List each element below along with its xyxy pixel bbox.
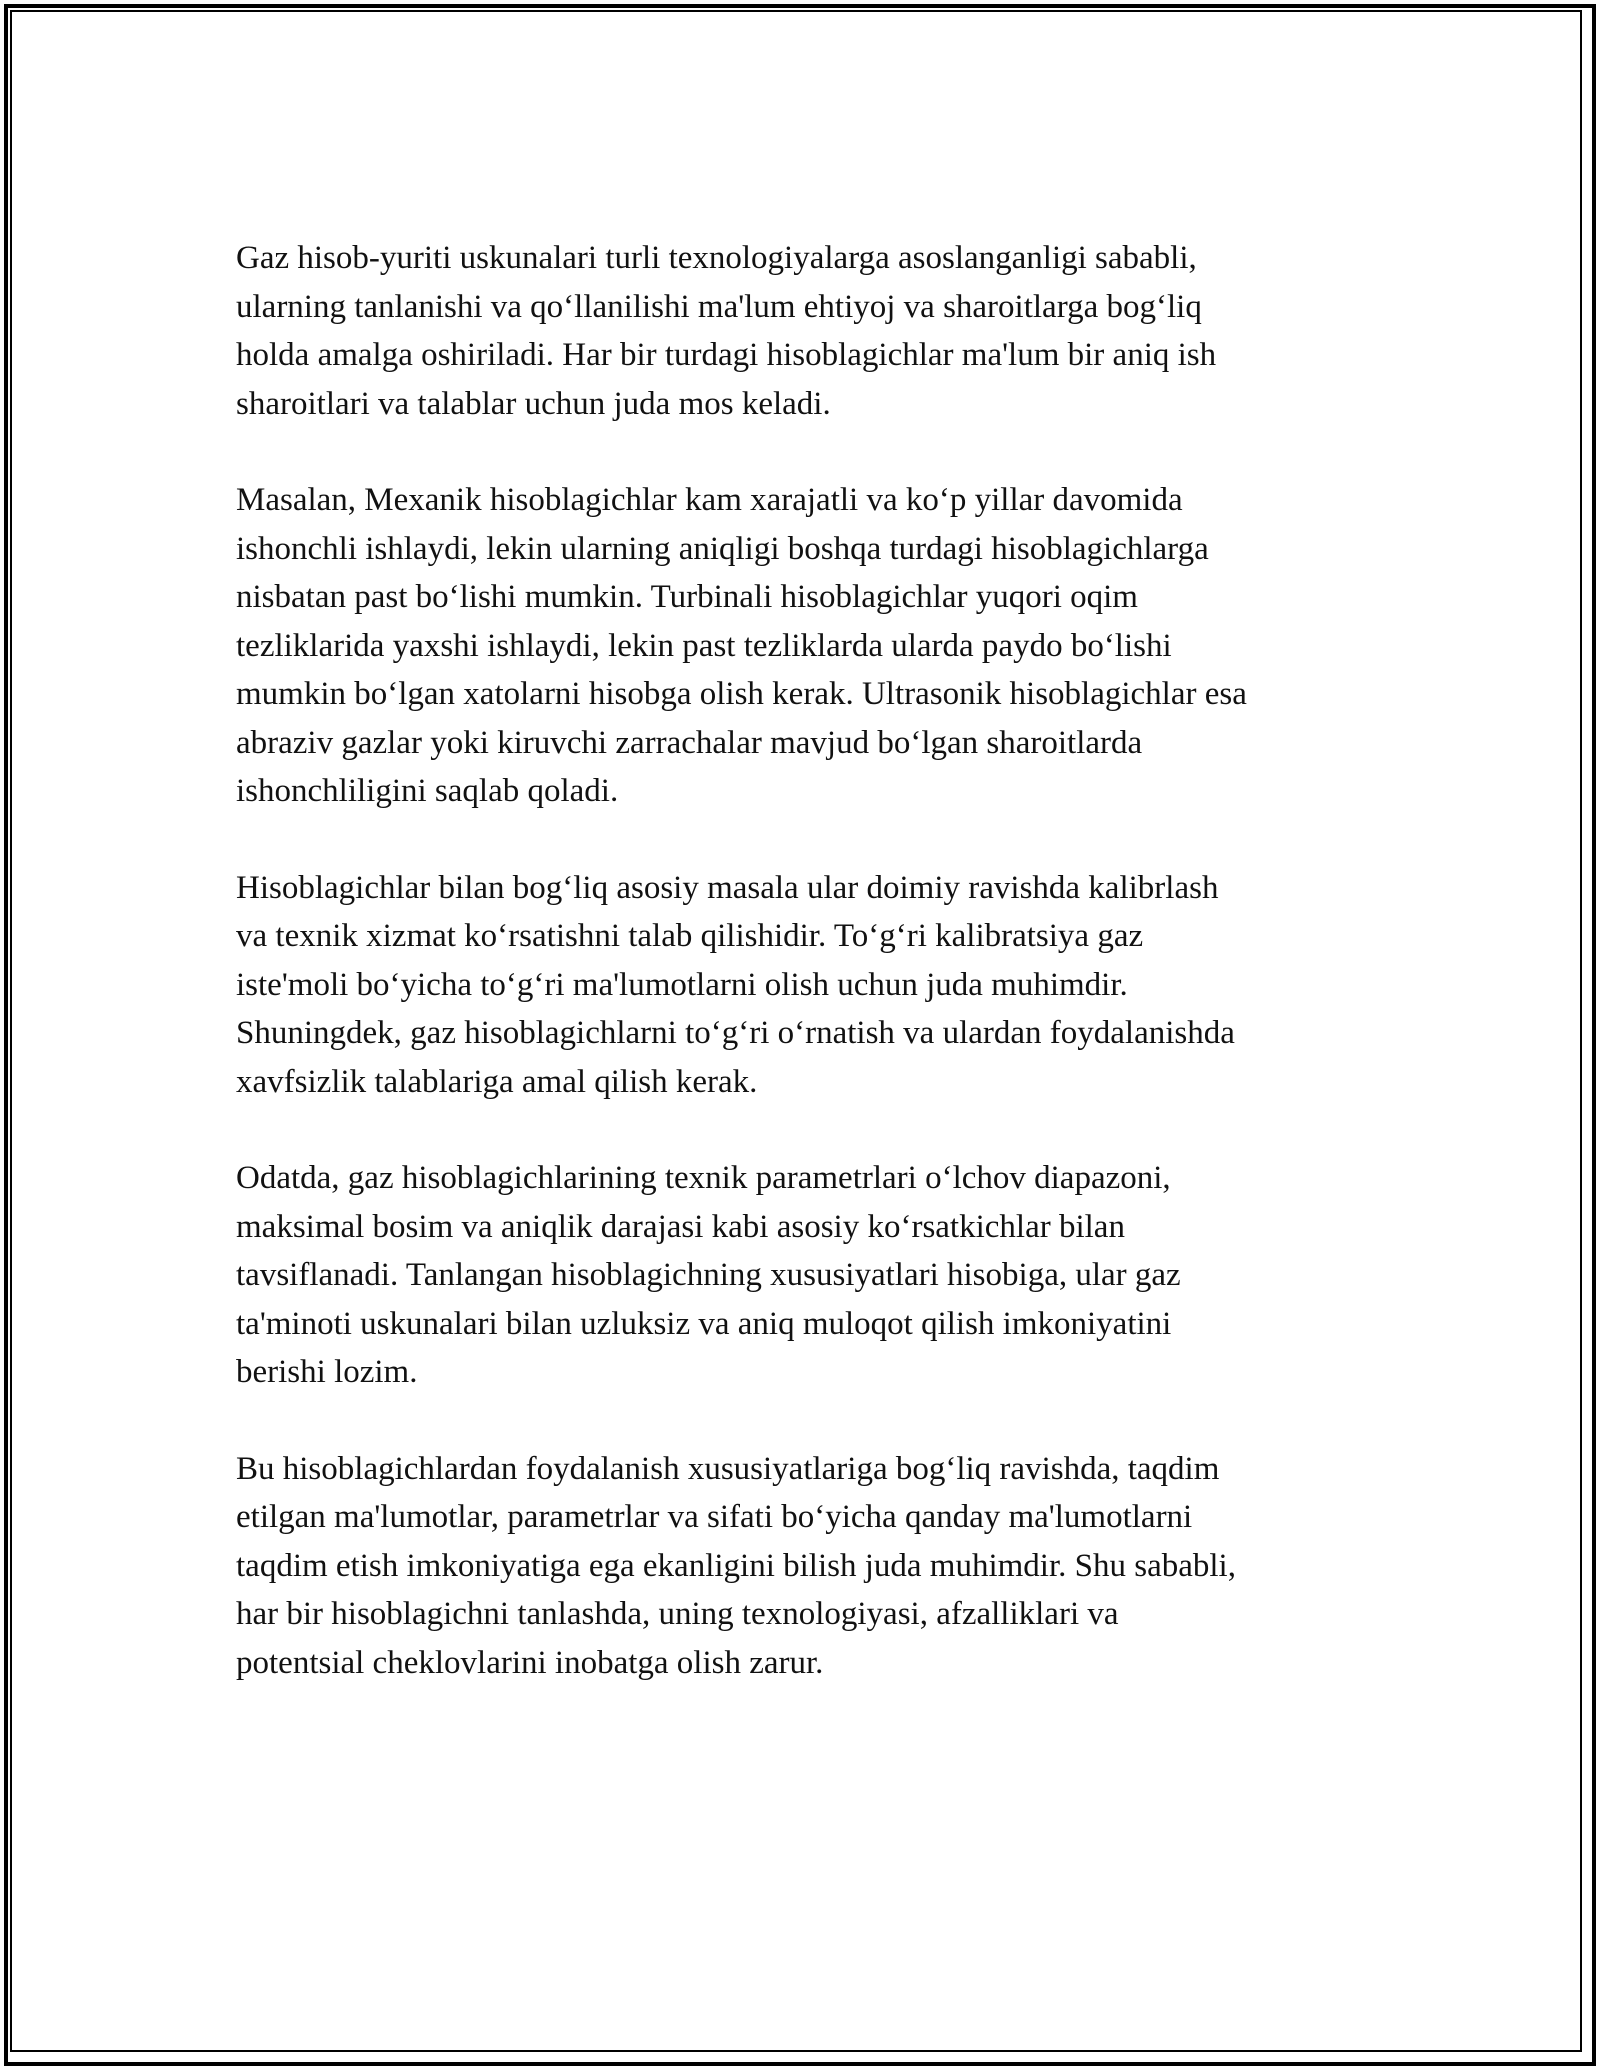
text-line: va texnik xizmat ko‘rsatishni talab qilishidir. To‘g‘ri kalibratsiya gaz — [236, 918, 1144, 954]
text-line: potentsial cheklovlarini inobatga olish zarur. — [236, 1644, 824, 1681]
text-line: mumkin bo‘lgan xatolarni hisobga olish kerak. Ultrasonik hisoblagichlar esa — [236, 676, 1247, 712]
text-line: Gaz hisob-yuriti uskunalari turli texnologiyalarga asoslanganligi sababli, — [236, 240, 1197, 276]
text-line: abraziv gazlar yoki kiruvchi zarrachalar mavjud bo‘lgan sharoitlarda — [236, 724, 1143, 761]
text-line: berishi lozim. — [236, 1354, 418, 1390]
text-line: ularning tanlanishi va qo‘llanilishi ma'lum ehtiyoj va sharoitlarga bog‘liq — [236, 288, 1202, 325]
text-line: Bu hisoblagichlardan foydalanish xususiyatlariga bog‘liq ravishda, taqdim — [236, 1450, 1220, 1487]
text-line: tavsiflanadi. Tanlangan hisoblagichning xususiyatlari hisobiga, ular gaz — [236, 1257, 1181, 1293]
text-line: sharoitlari va talablar uchun juda mos keladi. — [236, 385, 831, 422]
paragraph-4 — [236, 1154, 1386, 1397]
text-line: etilgan ma'lumotlar, parametrlar va sifati bo‘yicha qanday ma'lumotlarni — [236, 1499, 1193, 1535]
text-line: ishonchli ishlaydi, lekin ularning aniqligi boshqa turdagi hisoblagichlarga — [236, 530, 1209, 567]
text-line: maksimal bosim va aniqlik darajasi kabi asosiy ko‘rsatkichlar bilan — [236, 1208, 1125, 1245]
text-line: Odatda, gaz hisoblagichlarining texnik parametrlari o‘lchov diapazoni, — [236, 1160, 1171, 1196]
paragraph-3 — [236, 864, 1386, 1107]
text-line: holda amalga oshiriladi. Har bir turdagi hisoblagichlar ma'lum bir aniq ish — [236, 337, 1217, 373]
text-line: Hisoblagichlar bilan bog‘liq asosiy masala ular doimiy ravishda kalibrlash — [236, 869, 1219, 906]
document-body — [236, 234, 1386, 1735]
text-line: Shuningdek, gaz hisoblagichlarni to‘g‘ri o‘rnatish va ulardan foydalanishda — [236, 1015, 1235, 1051]
paragraph-5 — [236, 1445, 1386, 1688]
paragraph-2 — [236, 476, 1386, 816]
text-line: iste'moli bo‘yicha to‘g‘ri ma'lumotlarni olish uchun juda muhimdir. — [236, 966, 1128, 1003]
paragraph-1 — [236, 234, 1386, 428]
text-line: ta'minoti uskunalari bilan uzluksiz va aniq muloqot qilish imkoniyatini — [236, 1305, 1172, 1342]
text-line: nisbatan past bo‘lishi mumkin. Turbinali hisoblagichlar yuqori oqim — [236, 579, 1138, 615]
text-line: tezliklarida yaxshi ishlaydi, lekin past tezliklarda ularda paydo bo‘lishi — [236, 627, 1172, 664]
text-line: taqdim etish imkoniyatiga ega ekanligini bilish juda muhimdir. Shu sababli, — [236, 1547, 1236, 1584]
text-line: ishonchliligini saqlab qoladi. — [236, 773, 619, 809]
text-line: Masalan, Mexanik hisoblagichlar kam xarajatli va ko‘p yillar davomida — [236, 482, 1183, 518]
text-line: xavfsizlik talablariga amal qilish kerak. — [236, 1063, 758, 1100]
text-line: har bir hisoblagichni tanlashda, uning texnologiyasi, afzalliklari va — [236, 1596, 1119, 1632]
